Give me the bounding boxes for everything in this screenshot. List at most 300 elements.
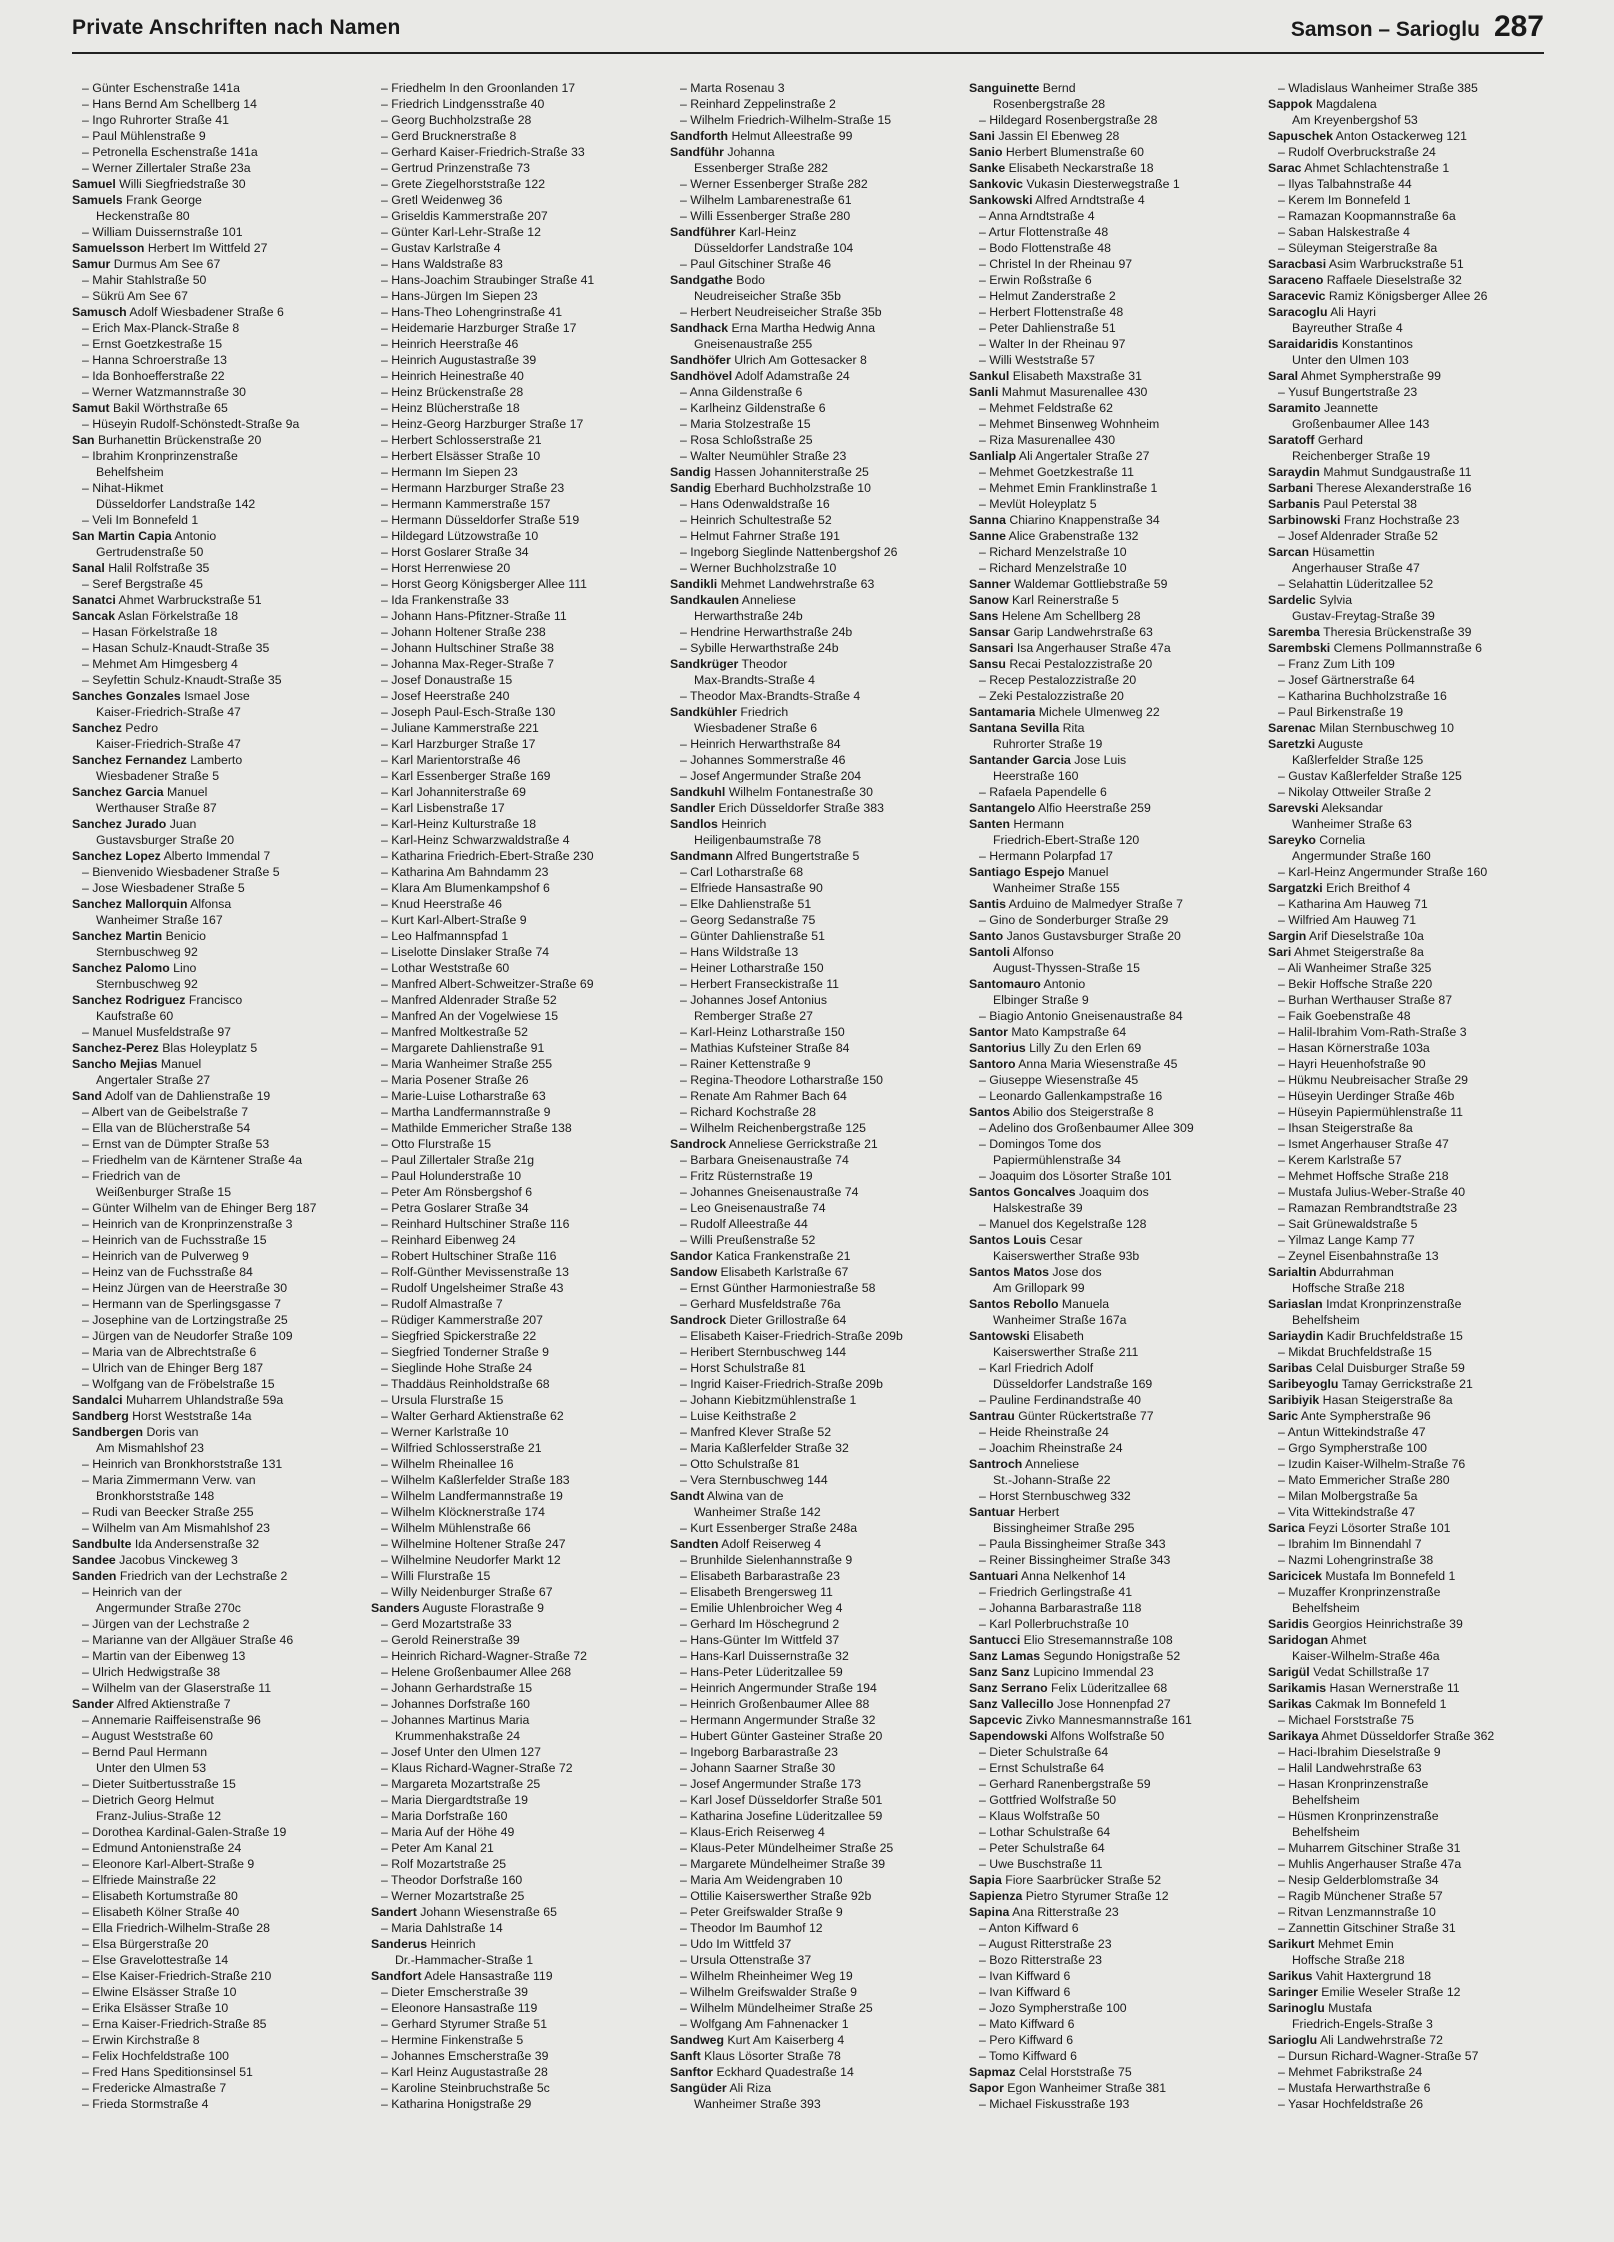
directory-sub-entry: – Josef Gärtnerstraße 64 bbox=[1278, 673, 1415, 687]
surname: Santos Matos bbox=[969, 1265, 1049, 1279]
directory-sub-entry: – Grgo Sympherstraße 100 bbox=[1278, 1441, 1427, 1455]
directory-sub-entry: – Wilhelm Rheinheimer Weg 19 bbox=[680, 1969, 853, 1983]
directory-sub-entry: – Fred Hans Speditionsinsel 51 bbox=[82, 2065, 253, 2079]
directory-sub-entry: – Manfred Aldenrader Straße 52 bbox=[381, 993, 557, 1007]
directory-sub-entry: – Karl Johanniterstraße 69 bbox=[381, 785, 526, 799]
entry-details: Anna Maria Wiesenstraße 45 bbox=[1015, 1057, 1178, 1071]
directory-sub-entry: – Eleonore Hansastraße 119 bbox=[381, 2001, 538, 2015]
directory-sub-entry: – Karl-Heinz Lotharstraße 150 bbox=[680, 1025, 845, 1039]
surname: Sandgathe bbox=[670, 273, 733, 287]
entry-details: Bernd bbox=[1039, 81, 1076, 95]
directory-main-entry bbox=[1268, 1696, 1554, 1712]
surname: Sankowski bbox=[969, 193, 1033, 207]
entry-details: Bakil Wörthstraße 65 bbox=[109, 401, 228, 415]
entry-details: Jose Honnenpfad 27 bbox=[1053, 1697, 1171, 1711]
directory-sub-entry: – Reinhard Hultschiner Straße 116 bbox=[381, 1217, 570, 1231]
directory-sub-entry: – Johannes Gneisenaustraße 74 bbox=[680, 1185, 859, 1199]
surname: Sarinoglu bbox=[1268, 2001, 1325, 2015]
directory-sub-entry: – Anna Arndtstraße 4 bbox=[979, 209, 1095, 223]
directory-sub-entry: – Georg Sedanstraße 75 bbox=[680, 913, 816, 927]
entry-details: Herbert Blumenstraße 60 bbox=[1002, 145, 1144, 159]
directory-continuation-line: Sternbuschweg 92 bbox=[96, 977, 198, 991]
surname: Sanz Sanz bbox=[969, 1665, 1030, 1679]
entry-details: Alice Grabenstraße 132 bbox=[1005, 529, 1139, 543]
directory-continuation-line: Behelfsheim bbox=[1292, 1825, 1360, 1839]
directory-sub-entry: – Kerem Im Bonnefeld 1 bbox=[1278, 193, 1411, 207]
surname: Saraydin bbox=[1268, 465, 1320, 479]
directory-sub-entry: – Ingrid Kaiser-Friedrich-Straße 209b bbox=[680, 1377, 883, 1391]
entry-details: Vahit Haxtergrund 18 bbox=[1312, 1969, 1432, 1983]
directory-sub-entry: – Gerd Mozartstraße 33 bbox=[381, 1617, 512, 1631]
entry-details: Recai Pestalozzistraße 20 bbox=[1005, 657, 1153, 671]
directory-sub-entry: – Mehmet Am Himgesberg 4 bbox=[82, 657, 238, 671]
directory-sub-entry: – Dieter Emscherstraße 39 bbox=[381, 1985, 528, 1999]
directory-main-entry bbox=[670, 592, 956, 608]
directory-sub-entry: – Domingos Tome dos bbox=[979, 1137, 1102, 1151]
directory-sub-entry: – Johann Gerhardstraße 15 bbox=[381, 1681, 533, 1695]
directory-sub-entry: – Kurt Karl-Albert-Straße 9 bbox=[381, 913, 527, 927]
directory-sub-entry: – Joseph Paul-Esch-Straße 130 bbox=[381, 705, 556, 719]
entry-details: Lilly Zu den Erlen 69 bbox=[1025, 1041, 1142, 1055]
directory-sub-entry: – Horst Goslarer Straße 34 bbox=[381, 545, 529, 559]
directory-main-entry bbox=[72, 1424, 358, 1440]
directory-main-entry bbox=[670, 2032, 956, 2048]
entry-details: Anneliese bbox=[739, 593, 796, 607]
directory-sub-entry: – Ilyas Talbahnstraße 44 bbox=[1278, 177, 1412, 191]
directory-sub-entry: – Gerhard Styrumer Straße 51 bbox=[381, 2017, 548, 2031]
entry-details: Emilie Weseler Straße 12 bbox=[1317, 1985, 1461, 1999]
directory-sub-entry: – Heinrich van de Pulverweg 9 bbox=[82, 1249, 249, 1263]
directory-main-entry bbox=[670, 704, 956, 720]
entry-details: Herbert bbox=[1014, 1505, 1060, 1519]
directory-main-entry bbox=[371, 1968, 657, 1984]
directory-sub-entry: – Fredericke Almastraße 7 bbox=[82, 2081, 227, 2095]
directory-sub-entry: – Emilie Uhlenbroicher Weg 4 bbox=[680, 1601, 843, 1615]
directory-sub-entry: – Mehmet Emin Franklinstraße 1 bbox=[979, 481, 1158, 495]
directory-sub-entry: – Karl-Heinz Kulturstraße 18 bbox=[381, 817, 537, 831]
directory-sub-entry: – Kurt Essenberger Straße 248a bbox=[680, 1521, 858, 1535]
directory-sub-entry: – Manfred Klever Straße 52 bbox=[680, 1425, 832, 1439]
surname: Sapuschek bbox=[1268, 129, 1333, 143]
directory-column-5 bbox=[1268, 80, 1554, 2230]
directory-sub-entry: – Reinhard Eibenweg 24 bbox=[381, 1233, 516, 1247]
surname: Sarbinowski bbox=[1268, 513, 1341, 527]
surname: Sandrock bbox=[670, 1313, 727, 1327]
surname: Sanne bbox=[969, 529, 1006, 543]
directory-main-entry bbox=[1268, 544, 1554, 560]
entry-details: Ahmet bbox=[1328, 1633, 1367, 1647]
directory-sub-entry: – Bienvenido Wiesbadener Straße 5 bbox=[82, 865, 280, 879]
entry-details: Manuel bbox=[163, 785, 208, 799]
entry-details: Vedat Schillstraße 17 bbox=[1309, 1665, 1430, 1679]
directory-sub-entry: – Margarete Dahlienstraße 91 bbox=[381, 1041, 545, 1055]
directory-sub-entry: – Johann Hans-Pfitzner-Straße 11 bbox=[381, 609, 567, 623]
directory-continuation-line: Angermunder Straße 270c bbox=[96, 1601, 241, 1615]
directory-sub-entry: – Gerhard Kaiser-Friedrich-Straße 33 bbox=[381, 145, 585, 159]
directory-continuation-line: Kaufstraße 60 bbox=[96, 1009, 174, 1023]
directory-sub-entry: – Halil-Ibrahim Vom-Rath-Straße 3 bbox=[1278, 1025, 1467, 1039]
directory-sub-entry: – Edmund Antonienstraße 24 bbox=[82, 1841, 242, 1855]
directory-sub-entry: – Johannes Sommerstraße 46 bbox=[680, 753, 846, 767]
directory-sub-entry: – Petronella Eschenstraße 141a bbox=[82, 145, 258, 159]
directory-sub-entry: – Walter Neumühler Straße 23 bbox=[680, 449, 847, 463]
directory-sub-entry: – Liselotte Dinslaker Straße 74 bbox=[381, 945, 550, 959]
directory-sub-entry: – Udo Im Wittfeld 37 bbox=[680, 1937, 792, 1951]
surname: Sanner bbox=[969, 577, 1011, 591]
directory-sub-entry: – Zeynel Eisenbahnstraße 13 bbox=[1278, 1249, 1439, 1263]
entry-details: Johanna bbox=[723, 145, 775, 159]
entry-details: Alfred Aktienstraße 7 bbox=[113, 1697, 231, 1711]
entry-details: Auguste Florastraße 9 bbox=[419, 1601, 544, 1615]
entry-details: Karl-Heinz bbox=[735, 225, 797, 239]
surname: Sandrock bbox=[670, 1137, 727, 1151]
directory-main-entry bbox=[72, 896, 358, 912]
directory-main-entry bbox=[969, 160, 1255, 176]
directory-sub-entry: – Karlheinz Gildenstraße 6 bbox=[680, 401, 826, 415]
directory-sub-entry: – Paula Bissingheimer Straße 343 bbox=[979, 1537, 1166, 1551]
entry-details: Arif Dieselstraße 10a bbox=[1306, 929, 1424, 943]
entry-details: Benicio bbox=[162, 929, 206, 943]
directory-sub-entry: – Ingeborg Barbarastraße 23 bbox=[680, 1745, 838, 1759]
surname: Sanders bbox=[371, 1601, 420, 1615]
directory-main-entry bbox=[969, 976, 1255, 992]
directory-sub-entry: – Johannes Dorfstraße 160 bbox=[381, 1697, 531, 1711]
name-range: Samson – Sarioglu bbox=[1290, 18, 1480, 41]
directory-main-entry bbox=[969, 592, 1255, 608]
directory-main-entry bbox=[72, 528, 358, 544]
directory-sub-entry: – Sükrü Am See 67 bbox=[82, 289, 188, 303]
directory-continuation-line: Bayreuther Straße 4 bbox=[1292, 321, 1403, 335]
entry-details: Jeannette bbox=[1320, 401, 1379, 415]
directory-sub-entry: – Manfred Albert-Schweitzer-Straße 69 bbox=[381, 977, 594, 991]
surname: Sari bbox=[1268, 945, 1292, 959]
directory-continuation-line: Kaiser-Friedrich-Straße 47 bbox=[96, 705, 241, 719]
directory-sub-entry: – Gerd Brucknerstraße 8 bbox=[381, 129, 517, 143]
directory-sub-entry: – Mato Kiffward 6 bbox=[979, 2017, 1075, 2031]
directory-sub-entry: – Seref Bergstraße 45 bbox=[82, 577, 203, 591]
surname: Sanz Serrano bbox=[969, 1681, 1048, 1695]
entry-details: Ali Riza bbox=[726, 2081, 772, 2095]
directory-sub-entry: – Hermann Im Siepen 23 bbox=[381, 465, 518, 479]
directory-sub-entry: – Wladislaus Wanheimer Straße 385 bbox=[1278, 81, 1478, 95]
surname: Sandbergen bbox=[72, 1425, 144, 1439]
directory-sub-entry: – Peter Schulstraße 64 bbox=[979, 1841, 1105, 1855]
entry-details: Antonio bbox=[171, 529, 217, 543]
surname: Sandhövel bbox=[670, 369, 733, 383]
directory-sub-entry: – Bozo Ritterstraße 23 bbox=[979, 1953, 1103, 1967]
entry-details: Blas Holeyplatz 5 bbox=[158, 1041, 258, 1055]
entry-details: Arduino de Malmedyer Straße 7 bbox=[1005, 897, 1183, 911]
directory-sub-entry: – Seyfettin Schulz-Knaudt-Straße 35 bbox=[82, 673, 282, 687]
directory-sub-entry: – Peter Am Rönsbergshof 6 bbox=[381, 1185, 533, 1199]
directory-sub-entry: – Hans-Peter Lüderitzallee 59 bbox=[680, 1665, 843, 1679]
surname: Sanz Vallecillo bbox=[969, 1697, 1054, 1711]
directory-sub-entry: – Biagio Antonio Gneisenaustraße 84 bbox=[979, 1009, 1183, 1023]
directory-sub-entry: – Johann Saarner Straße 30 bbox=[680, 1761, 836, 1775]
directory-sub-entry: – Heinrich Angermunder Straße 194 bbox=[680, 1681, 877, 1695]
surname: Sanchez bbox=[72, 721, 122, 735]
directory-sub-entry: – Ivan Kiffward 6 bbox=[979, 1985, 1071, 1999]
entry-details: Antonio bbox=[1040, 977, 1086, 991]
surname: Saribas bbox=[1268, 1361, 1313, 1375]
directory-sub-entry: – Ragib Münchener Straße 57 bbox=[1278, 1889, 1443, 1903]
entry-details: Ana Ritterstraße 23 bbox=[1009, 1905, 1119, 1919]
directory-sub-entry: – Josef Angermunder Straße 204 bbox=[680, 769, 862, 783]
directory-sub-entry: – Wilhelm Lambarenestraße 61 bbox=[680, 193, 852, 207]
directory-continuation-line: Kaiser-Wilhelm-Straße 46a bbox=[1292, 1649, 1440, 1663]
directory-sub-entry: – Mahir Stahlstraße 50 bbox=[82, 273, 207, 287]
directory-main-entry bbox=[1268, 288, 1554, 304]
directory-sub-entry: – Ernst Schulstraße 64 bbox=[979, 1761, 1105, 1775]
entry-details: Ahmet Schlachtenstraße 1 bbox=[1301, 161, 1450, 175]
directory-main-entry bbox=[1268, 432, 1554, 448]
directory-sub-entry: – Johann Holtener Straße 238 bbox=[381, 625, 546, 639]
directory-main-entry bbox=[969, 576, 1255, 592]
directory-sub-entry: – Jürgen van der Lechstraße 2 bbox=[82, 1617, 250, 1631]
surname: Saraceno bbox=[1268, 273, 1324, 287]
directory-main-entry bbox=[670, 800, 956, 816]
directory-sub-entry: – Artur Flottenstraße 48 bbox=[979, 225, 1109, 239]
surname: Sandlos bbox=[670, 817, 718, 831]
surname: Saridis bbox=[1268, 1617, 1310, 1631]
directory-sub-entry: – Leo Gneisenaustraße 74 bbox=[680, 1201, 826, 1215]
directory-main-entry bbox=[1268, 336, 1554, 352]
directory-main-entry bbox=[969, 144, 1255, 160]
directory-sub-entry: – Grete Ziegelhorststraße 122 bbox=[381, 177, 546, 191]
directory-sub-entry: – Werner Mozartstraße 25 bbox=[381, 1889, 525, 1903]
directory-continuation-line: Heiligenbaumstraße 78 bbox=[694, 833, 822, 847]
directory-sub-entry: – Anna Gildenstraße 6 bbox=[680, 385, 803, 399]
directory-sub-entry: – Albert van de Geibelstraße 7 bbox=[82, 1105, 249, 1119]
surname: Santana Sevilla bbox=[969, 721, 1060, 735]
directory-sub-entry: – Heinz Jürgen van de Heerstraße 30 bbox=[82, 1281, 288, 1295]
directory-continuation-line: Gustav-Freytag-Straße 39 bbox=[1292, 609, 1435, 623]
surname: Samuelsson bbox=[72, 241, 145, 255]
directory-sub-entry: – Hermann Kammerstraße 157 bbox=[381, 497, 551, 511]
directory-sub-entry: – Johannes Emscherstraße 39 bbox=[381, 2049, 549, 2063]
directory-main-entry bbox=[969, 1696, 1255, 1712]
directory-sub-entry: – Heinrich van de Kronprinzenstraße 3 bbox=[82, 1217, 293, 1231]
entry-details: Adolf Adamstraße 24 bbox=[732, 369, 850, 383]
directory-sub-entry: – Karl Friedrich Adolf bbox=[979, 1361, 1094, 1375]
entry-details: Helmut Alleestraße 99 bbox=[728, 129, 853, 143]
directory-sub-entry: – Gretl Weidenweg 36 bbox=[381, 193, 503, 207]
directory-sub-entry: – Walter Gerhard Aktienstraße 62 bbox=[381, 1409, 564, 1423]
directory-continuation-line: Gustavsburger Straße 20 bbox=[96, 833, 235, 847]
directory-main-entry bbox=[969, 176, 1255, 192]
entry-details: Ramiz Königsberger Allee 26 bbox=[1325, 289, 1488, 303]
surname: Sarigül bbox=[1268, 1665, 1310, 1679]
surname: Sand bbox=[72, 1089, 103, 1103]
entry-details: Alfonso bbox=[1010, 945, 1054, 959]
entry-details: Manuel bbox=[157, 1057, 202, 1071]
directory-main-entry bbox=[1268, 832, 1554, 848]
entry-details: Abilio dos Steigerstraße 8 bbox=[1010, 1105, 1154, 1119]
entry-details: Helene Am Schellberg 28 bbox=[998, 609, 1141, 623]
directory-sub-entry: – Josephine van de Lortzingstraße 25 bbox=[82, 1313, 288, 1327]
entry-details: Fiore Saarbrücker Straße 52 bbox=[1001, 1873, 1162, 1887]
surname: Sanow bbox=[969, 593, 1009, 607]
directory-main-entry bbox=[969, 384, 1255, 400]
directory-main-entry bbox=[969, 448, 1255, 464]
entry-details: Bodo bbox=[732, 273, 766, 287]
directory-main-entry bbox=[670, 224, 956, 240]
surname: Saracevic bbox=[1268, 289, 1326, 303]
directory-main-entry bbox=[1268, 880, 1554, 896]
directory-continuation-line: Angerhauser Straße 47 bbox=[1292, 561, 1420, 575]
entry-details: Anna Nelkenhof 14 bbox=[1018, 1569, 1126, 1583]
directory-sub-entry: – Maria Kaßlerfelder Straße 32 bbox=[680, 1441, 849, 1455]
surname: Sani bbox=[969, 129, 995, 143]
surname: Sancho Mejias bbox=[72, 1057, 158, 1071]
surname: Sarikus bbox=[1268, 1969, 1313, 1983]
directory-continuation-line: Düsseldorfer Landstraße 169 bbox=[993, 1377, 1153, 1391]
directory-sub-entry: – Horst Herrenwiese 20 bbox=[381, 561, 511, 575]
directory-columns bbox=[72, 80, 1556, 2230]
directory-main-entry bbox=[969, 1648, 1255, 1664]
directory-main-entry bbox=[1268, 480, 1554, 496]
directory-continuation-line: Reichenberger Straße 19 bbox=[1292, 449, 1431, 463]
directory-main-entry bbox=[670, 1136, 956, 1152]
surname: Sarikas bbox=[1268, 1697, 1312, 1711]
directory-sub-entry: – Heribert Sternbuschweg 144 bbox=[680, 1345, 847, 1359]
surname: Sappok bbox=[1268, 97, 1313, 111]
directory-continuation-line: August-Thyssen-Straße 15 bbox=[993, 961, 1140, 975]
surname: Sansu bbox=[969, 657, 1006, 671]
entry-details: Heinrich bbox=[717, 817, 767, 831]
surname: Sargatzki bbox=[1268, 881, 1323, 895]
directory-main-entry bbox=[670, 480, 956, 496]
directory-sub-entry: – Marta Rosenau 3 bbox=[680, 81, 785, 95]
directory-sub-entry: – Maria Dahlstraße 14 bbox=[381, 1921, 503, 1935]
page-number: 287 bbox=[1493, 10, 1544, 43]
entry-details: Theodor bbox=[738, 657, 788, 671]
surname: Santander Garcia bbox=[969, 753, 1071, 767]
entry-details: Asim Warbruckstraße 51 bbox=[1326, 257, 1464, 271]
directory-main-entry bbox=[969, 800, 1255, 816]
directory-sub-entry: – Tomo Kiffward 6 bbox=[979, 2049, 1077, 2063]
directory-main-entry bbox=[1268, 720, 1554, 736]
directory-sub-entry: – Martha Landfermannstraße 9 bbox=[381, 1105, 551, 1119]
directory-sub-entry: – Paul Birkenstraße 19 bbox=[1278, 705, 1404, 719]
directory-main-entry bbox=[969, 864, 1255, 880]
entry-details: Abdurrahman bbox=[1316, 1265, 1394, 1279]
directory-main-entry bbox=[969, 192, 1255, 208]
directory-sub-entry: – Yusuf Bungertstraße 23 bbox=[1278, 385, 1418, 399]
directory-sub-entry: – Michael Fiskusstraße 193 bbox=[979, 2097, 1130, 2111]
directory-main-entry bbox=[969, 528, 1255, 544]
directory-sub-entry: – Gerhard Musfeldstraße 76a bbox=[680, 1297, 841, 1311]
directory-continuation-line: Wanheimer Straße 155 bbox=[993, 881, 1120, 895]
directory-sub-entry: – Wolfgang van de Fröbelstraße 15 bbox=[82, 1377, 275, 1391]
directory-sub-entry: – Uwe Buschstraße 11 bbox=[979, 1857, 1103, 1871]
surname: Santoli bbox=[969, 945, 1010, 959]
directory-sub-entry: – Maria van de Albrechtstraße 6 bbox=[82, 1345, 257, 1359]
entry-details: Zivko Mannesmannstraße 161 bbox=[1022, 1713, 1192, 1727]
surname: Sarica bbox=[1268, 1521, 1305, 1535]
surname: Sanchez Mallorquin bbox=[72, 897, 188, 911]
surname: Sariaslan bbox=[1268, 1297, 1323, 1311]
directory-sub-entry: – Friedrich van de bbox=[82, 1169, 181, 1183]
entry-details: Kadir Bruchfeldstraße 15 bbox=[1323, 1329, 1463, 1343]
directory-sub-entry: – Herbert Flottenstraße 48 bbox=[979, 305, 1124, 319]
entry-details: Ismael Jose bbox=[180, 689, 250, 703]
entry-details: Friedrich bbox=[736, 705, 789, 719]
directory-main-entry bbox=[72, 960, 358, 976]
entry-details: Joaquim dos bbox=[1075, 1185, 1149, 1199]
directory-continuation-line: Angertaler Straße 27 bbox=[96, 1073, 211, 1087]
directory-sub-entry: – Maria Diergardtstraße 19 bbox=[381, 1793, 528, 1807]
directory-main-entry bbox=[670, 368, 956, 384]
entry-details: Ante Sympherstraße 96 bbox=[1298, 1409, 1431, 1423]
surname: Santucci bbox=[969, 1633, 1021, 1647]
directory-sub-entry: – Jürgen van de Neudorfer Straße 109 bbox=[82, 1329, 293, 1343]
directory-sub-entry: – August Ritterstraße 23 bbox=[979, 1937, 1112, 1951]
directory-sub-entry: – Ivan Kiffward 6 bbox=[979, 1969, 1071, 1983]
entry-details: Dieter Grillostraße 64 bbox=[726, 1313, 847, 1327]
directory-main-entry bbox=[670, 784, 956, 800]
entry-details: Ali Landwehrstraße 72 bbox=[1317, 2033, 1443, 2047]
directory-continuation-line: Bissingheimer Straße 295 bbox=[993, 1521, 1135, 1535]
directory-main-entry bbox=[1268, 1568, 1554, 1584]
directory-sub-entry: – Regina-Theodore Lotharstraße 150 bbox=[680, 1073, 884, 1087]
surname: Santos Louis bbox=[969, 1233, 1047, 1247]
directory-sub-entry: – Karl Heinz Augustastraße 28 bbox=[381, 2065, 548, 2079]
directory-sub-entry: – Barbara Gneisenaustraße 74 bbox=[680, 1153, 849, 1167]
directory-main-entry bbox=[969, 608, 1255, 624]
directory-sub-entry: – Jose Wiesbadener Straße 5 bbox=[82, 881, 245, 895]
entry-details: Horst Weststraße 14a bbox=[128, 1409, 252, 1423]
directory-sub-entry: – Friedhelm In den Groonlanden 17 bbox=[381, 81, 576, 95]
surname: Sarbani bbox=[1268, 481, 1314, 495]
entry-details: Karl Reinerstraße 5 bbox=[1008, 593, 1119, 607]
surname: Sandführer bbox=[670, 225, 736, 239]
directory-sub-entry: – Marianne van der Allgäuer Straße 46 bbox=[82, 1633, 294, 1647]
directory-sub-entry: – Milan Molbergstraße 5a bbox=[1278, 1489, 1418, 1503]
entry-details: Mustafa Im Bonnefeld 1 bbox=[1322, 1569, 1456, 1583]
directory-sub-entry: – August Weststraße 60 bbox=[82, 1729, 214, 1743]
directory-sub-entry: – Heide Rheinstraße 24 bbox=[979, 1425, 1109, 1439]
entry-details: Alfio Heerstraße 259 bbox=[1035, 801, 1151, 815]
directory-sub-entry: – Elisabeth Barbarastraße 23 bbox=[680, 1569, 840, 1583]
directory-sub-entry: – Wilhelm Friedrich-Wilhelm-Straße 15 bbox=[680, 113, 892, 127]
directory-sub-entry: – Bekir Hoffsche Straße 220 bbox=[1278, 977, 1433, 991]
directory-main-entry bbox=[670, 2080, 956, 2096]
directory-sub-entry: – Maria Auf der Höhe 49 bbox=[381, 1825, 515, 1839]
directory-continuation-line: Wiesbadener Straße 5 bbox=[96, 769, 220, 783]
directory-sub-entry: – Carl Lotharstraße 68 bbox=[680, 865, 804, 879]
directory-main-entry bbox=[969, 1504, 1255, 1520]
entry-details: Rita bbox=[1059, 721, 1085, 735]
directory-sub-entry: – Herbert Elsässer Straße 10 bbox=[381, 449, 541, 463]
directory-sub-entry: – Sait Grünewaldstraße 5 bbox=[1278, 1217, 1418, 1231]
directory-continuation-line: Wanheimer Straße 167a bbox=[993, 1313, 1127, 1327]
directory-continuation-line: Großenbaumer Allee 143 bbox=[1292, 417, 1430, 431]
directory-main-entry bbox=[1268, 272, 1554, 288]
directory-continuation-line: Max-Brandts-Straße 4 bbox=[694, 673, 815, 687]
directory-continuation-line: Wanheimer Straße 63 bbox=[1292, 817, 1412, 831]
entry-details: Wilhelm Fontanestraße 30 bbox=[725, 785, 873, 799]
surname: Saretzki bbox=[1268, 737, 1316, 751]
entry-details: Francisco bbox=[185, 993, 243, 1007]
directory-main-entry bbox=[969, 1904, 1255, 1920]
directory-main-entry bbox=[969, 1728, 1255, 1744]
directory-sub-entry: – Rudolf Almastraße 7 bbox=[381, 1297, 503, 1311]
directory-sub-entry: – Hans-Günter Im Wittfeld 37 bbox=[680, 1633, 840, 1647]
directory-sub-entry: – Izudin Kaiser-Wilhelm-Straße 76 bbox=[1278, 1457, 1466, 1471]
directory-main-entry bbox=[969, 1056, 1255, 1072]
directory-sub-entry: – Wilfried Am Hauweg 71 bbox=[1278, 913, 1417, 927]
